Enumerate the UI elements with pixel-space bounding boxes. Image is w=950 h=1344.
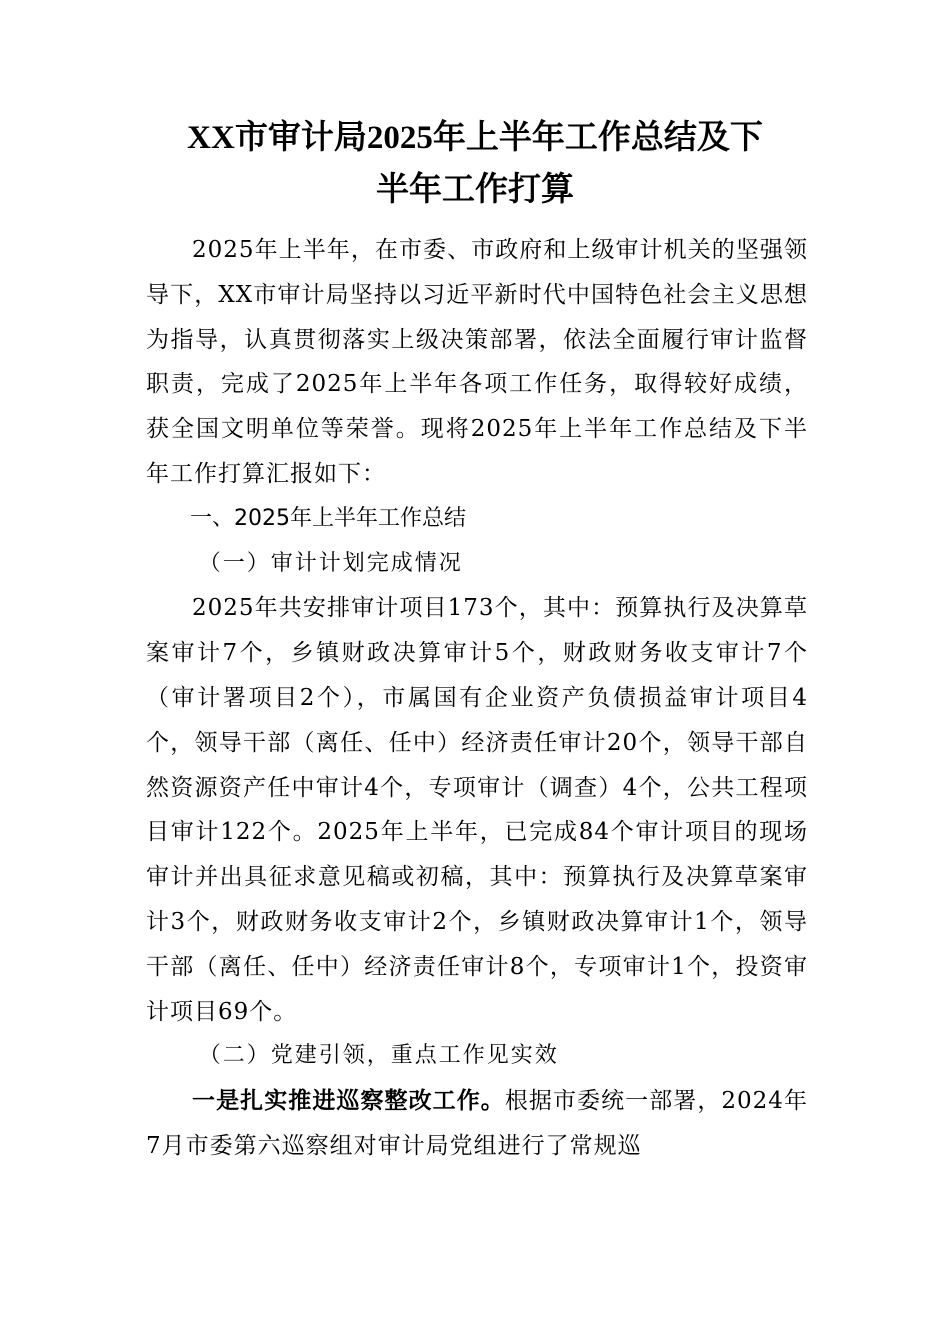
document-title (140, 112, 810, 216)
rectification-paragraph (146, 1079, 808, 1169)
document-body (146, 228, 808, 1169)
section-heading-1: 一、2025年上半年工作总结 (190, 505, 466, 531)
subsection-heading-2: （二）党建引领，重点工作见实效 (198, 1043, 559, 1069)
intro-paragraph: 2025年上半年，在市委、市政府和上级审计机关的坚强领导下，XX市审计局坚持以习近平新时代中国特色社会主义思想为指导，认真贯彻落实上级决策部署，依法全面履行审计监督职责，完成了2025年上半年各项工作任务，取得较好成绩，获全国文明单位等荣誉。现将2025年上半年工作总结及下半年工作打算汇报如下： (146, 237, 808, 487)
point-1-lead: 一是扎实推进巡察整改工作。 (192, 1087, 505, 1115)
subsection-heading-1: （一）审计计划完成情况 (198, 550, 463, 576)
point-1-text: 根据市委统一部署，2024年7月市委第六巡察组对审计局党组进行了常规巡 (146, 1088, 808, 1159)
title-line-2: 半年工作打算 (376, 172, 574, 208)
audit-plan-paragraph: 2025年共安排审计项目173个，其中：预算执行及决算草案审计7个，乡镇财政决算审计5个，财政财务收支审计7个（审计署项目2个），市属国有企业资产负债损益审计项目4个，领导干部（离任、任中）经济责任审计20个，领导干部自然资源资产任中审计4个，专项审计（调查）4个，公共工程项目审计122个。2025年上半年，已完成84个审计项目的现场审计并出具征求意见稿或初稿，其中：预算执行及决算草案审计3个，财政财务收支审计2个，乡镇财政决算审计1个，领导干部（离任、任中）经济责任审计8个，专项审计1个，投资审计项目69个。 (146, 595, 808, 1025)
title-line-1: XX市审计局2025年上半年工作总结及下 (187, 120, 763, 156)
